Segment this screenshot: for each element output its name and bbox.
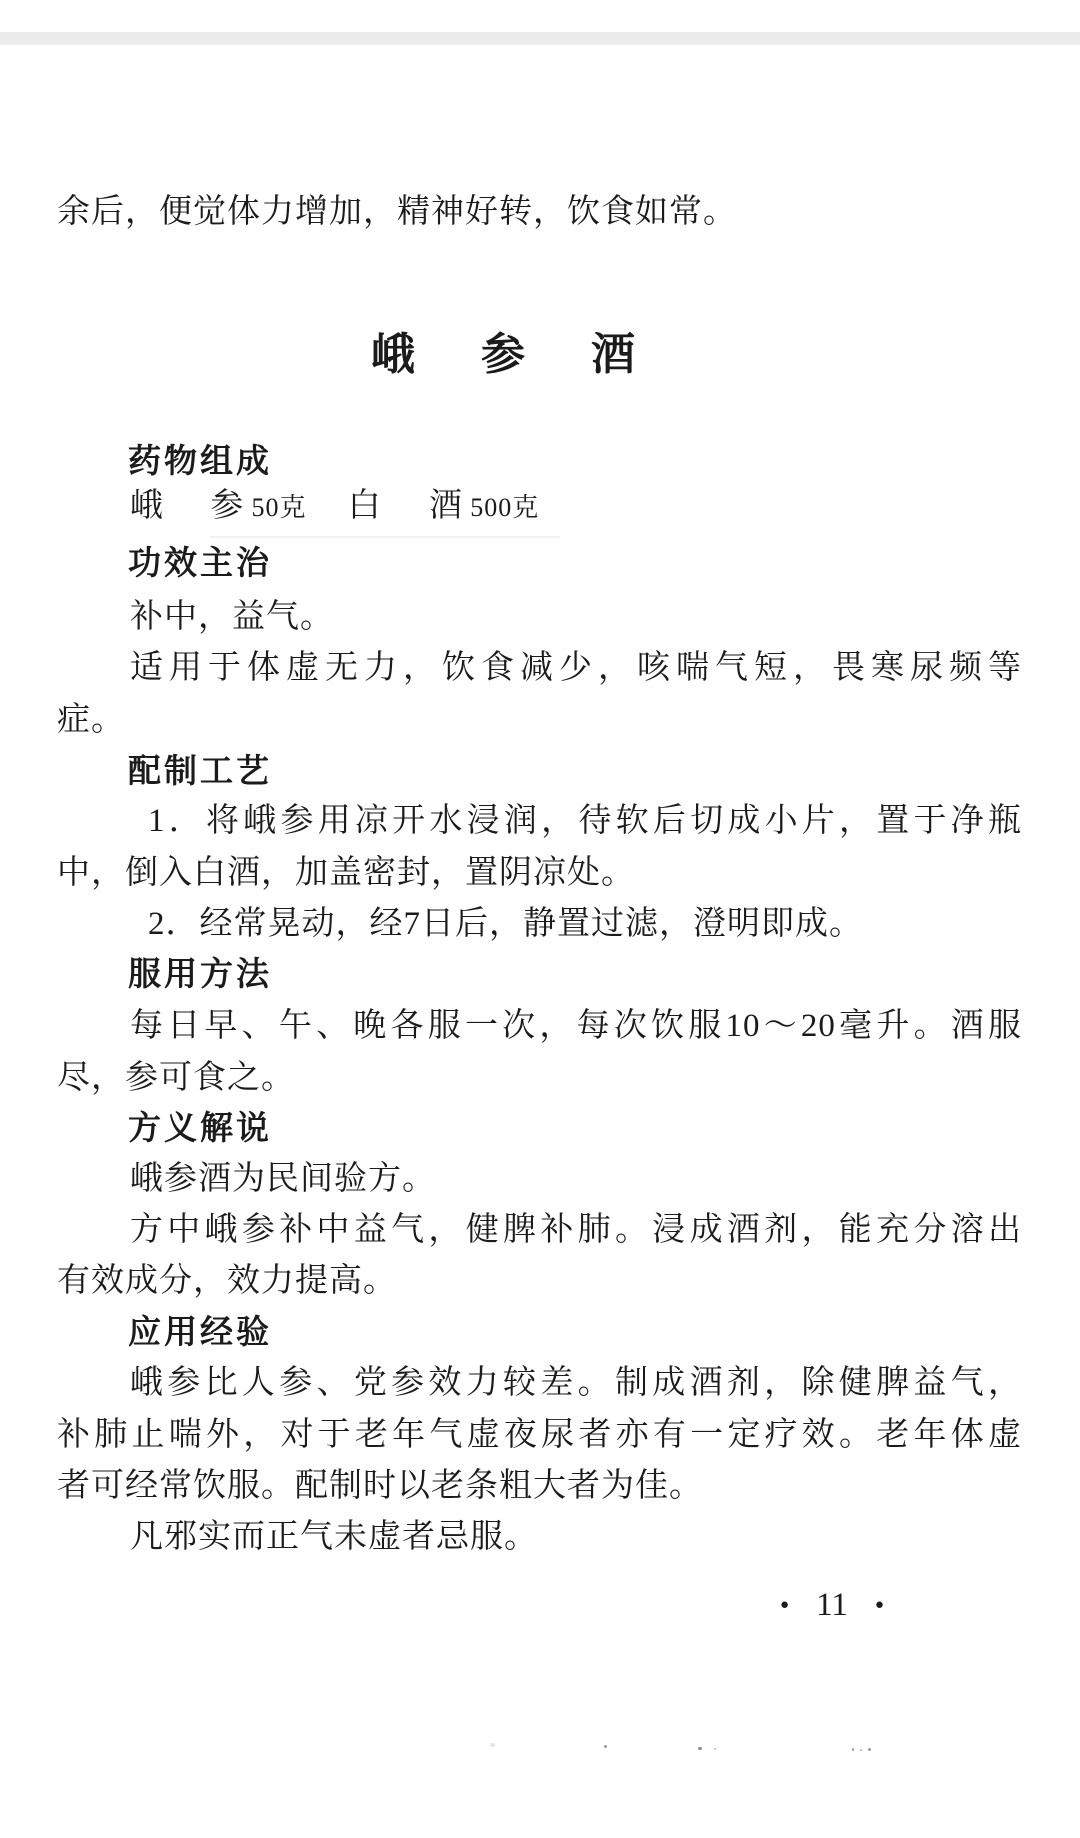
preparation-step2: 2．经常晃动，经7日后，静置过滤，澄明即成。 bbox=[148, 906, 863, 942]
scan-artifact-streak bbox=[210, 536, 560, 538]
herb1-char1: 峨 bbox=[130, 488, 163, 524]
section-heading-composition: 药物组成 bbox=[128, 442, 272, 479]
section-heading-effects: 功效主治 bbox=[128, 544, 272, 581]
scan-speck bbox=[490, 1743, 495, 1747]
herb1-char2: 参 bbox=[210, 488, 244, 524]
ingredients-line bbox=[130, 486, 539, 528]
effects-line-1: 补中，益气。 bbox=[130, 599, 334, 635]
explanation-line-1: 峨参酒为民间验方。 bbox=[130, 1161, 436, 1197]
page-number-left-dot-icon: ● bbox=[780, 1596, 790, 1613]
section-heading-explanation: 方义解说 bbox=[128, 1109, 272, 1146]
scan-speck bbox=[860, 1749, 862, 1751]
scan-speck bbox=[698, 1747, 702, 1750]
intro-line: 余后，便觉体力增加，精神好转，饮食如常。 bbox=[57, 194, 737, 230]
preparation-step1-line2: 中，倒入白酒，加盖密封，置阴凉处。 bbox=[57, 855, 635, 891]
effects-line-3: 症。 bbox=[57, 702, 125, 738]
section-heading-preparation: 配制工艺 bbox=[128, 752, 272, 789]
herb2-amount: 500克 bbox=[470, 493, 540, 522]
recipe-title-char: 参 bbox=[481, 330, 525, 379]
recipe-title-char: 峨 bbox=[371, 330, 415, 379]
page-number-right-dot-icon: ● bbox=[874, 1596, 884, 1613]
recipe-title bbox=[371, 329, 635, 381]
scan-artifact-band bbox=[0, 32, 1080, 45]
page-number bbox=[780, 1588, 884, 1622]
dosage-line-1: 每日早、午、晚各服一次，每次饮服10～20毫升。酒服 bbox=[130, 1008, 1022, 1044]
explanation-line-2: 方中峨参补中益气，健脾补肺。浸成酒剂，能充分溶出 bbox=[130, 1212, 1022, 1248]
explanation-line-3: 有效成分，效力提高。 bbox=[57, 1263, 397, 1299]
section-heading-experience: 应用经验 bbox=[128, 1313, 272, 1350]
herb1-amount: 50克 bbox=[251, 493, 307, 522]
section-heading-dosage: 服用方法 bbox=[128, 955, 272, 992]
effects-line-2: 适用于体虚无力，饮食减少，咳喘气短，畏寒尿频等 bbox=[130, 650, 1022, 686]
experience-line-3: 者可经常饮服。配制时以老条粗大者为佳。 bbox=[57, 1468, 703, 1504]
experience-line-1: 峨参比人参、党参效力较差。制成酒剂，除健脾益气， bbox=[130, 1365, 1022, 1401]
preparation-step1-line1: 1．将峨参用凉开水浸润，待软后切成小片，置于净瓶 bbox=[148, 803, 1022, 839]
scan-speck bbox=[604, 1745, 607, 1748]
recipe-title-char: 酒 bbox=[591, 330, 635, 379]
scan-speck bbox=[714, 1748, 716, 1750]
scan-speck bbox=[852, 1748, 854, 1751]
dosage-line-2: 尽，参可食之。 bbox=[57, 1060, 295, 1096]
herb2-char2: 酒 bbox=[429, 488, 463, 524]
experience-line-2: 补肺止喘外，对于老年气虚夜尿者亦有一定疗效。老年体虚 bbox=[57, 1417, 1022, 1453]
page-number-value: 11 bbox=[816, 1587, 848, 1623]
scan-speck bbox=[868, 1748, 871, 1751]
herb2-char1: 白 bbox=[347, 488, 381, 524]
experience-line-4: 凡邪实而正气未虚者忌服。 bbox=[130, 1519, 538, 1555]
